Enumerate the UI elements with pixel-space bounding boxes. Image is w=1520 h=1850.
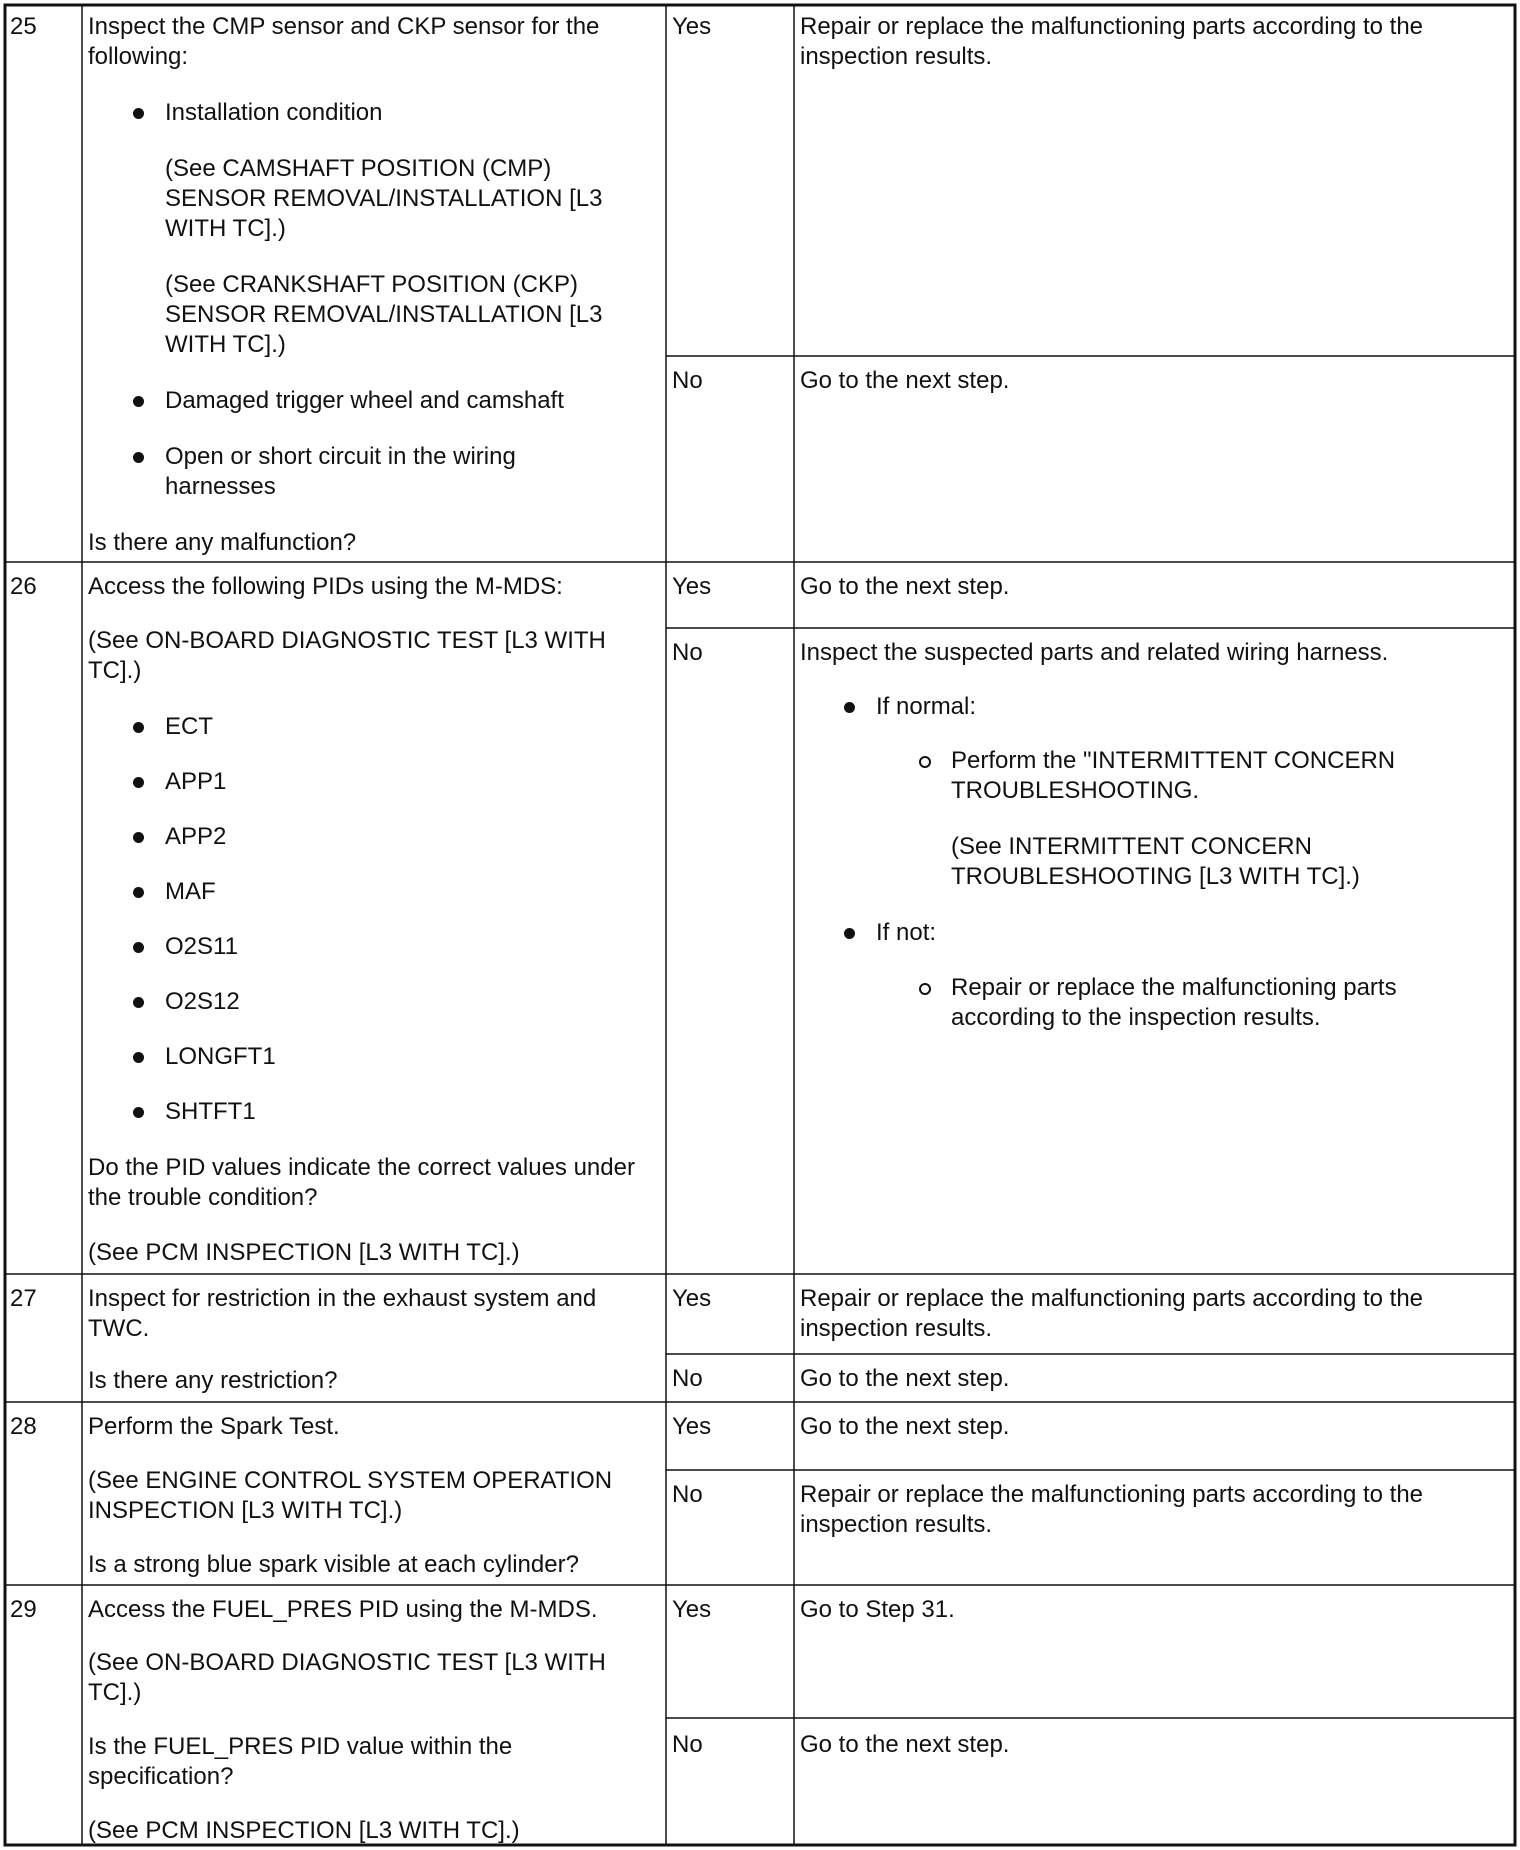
bullet-item: Installation condition bbox=[165, 98, 665, 128]
bullet-item: If normal: bbox=[876, 692, 1476, 722]
question-ask: Is the FUEL_PRES PID value within the specification? bbox=[88, 1733, 513, 1790]
action-no: Repair or replace the malfunctioning parts according to the inspection results. bbox=[800, 1481, 1424, 1538]
bullet-icon bbox=[133, 832, 144, 843]
reference-text: (See ON-BOARD DIAGNOSTIC TEST [L3 WITH TC].) bbox=[88, 627, 606, 684]
bullet-icon bbox=[133, 942, 144, 953]
reference-text: (See CAMSHAFT POSITION (CMP) SENSOR REMOVAL/INSTALLATION [L3 WITH TC].) bbox=[165, 155, 603, 242]
answer-no: No bbox=[672, 367, 703, 394]
step-number: 27 bbox=[10, 1285, 37, 1312]
question-ask: Is there any restriction? bbox=[88, 1367, 338, 1394]
action-yes: Go to Step 31. bbox=[800, 1596, 955, 1623]
question-intro: Inspect the CMP sensor and CKP sensor for the following: bbox=[88, 13, 600, 70]
bullet-icon bbox=[133, 887, 144, 898]
bullet-item: O2S11 bbox=[165, 932, 465, 962]
answer-no: No bbox=[672, 1365, 703, 1392]
answer-yes: Yes bbox=[672, 13, 712, 40]
action-yes: Go to the next step. bbox=[800, 573, 1010, 600]
question-intro: Perform the Spark Test. bbox=[88, 1413, 340, 1440]
bullet-item: If not: bbox=[876, 918, 1476, 948]
bullet-item: O2S12 bbox=[165, 987, 465, 1017]
action-no: Inspect the suspected parts and related wiring harness. bbox=[800, 639, 1389, 666]
bullet-icon bbox=[133, 997, 144, 1008]
bullet-icon bbox=[133, 722, 144, 733]
bullet-item: ECT bbox=[165, 712, 465, 742]
answer-no: No bbox=[672, 1731, 703, 1758]
bullet-item: SHTFT1 bbox=[165, 1097, 465, 1127]
circle-bullet-icon bbox=[919, 756, 931, 768]
reference-text: (See ON-BOARD DIAGNOSTIC TEST [L3 WITH TC].) bbox=[88, 1649, 606, 1706]
reference-text: (See INTERMITTENT CONCERN TROUBLESHOOTING [L3 WITH TC].) bbox=[951, 833, 1360, 890]
bullet-icon bbox=[133, 1107, 144, 1118]
bullet-icon bbox=[844, 702, 855, 713]
answer-yes: Yes bbox=[672, 1596, 712, 1623]
answer-yes: Yes bbox=[672, 1285, 712, 1312]
answer-no: No bbox=[672, 1481, 703, 1508]
action-yes: Repair or replace the malfunctioning parts according to the inspection results. bbox=[800, 1285, 1424, 1342]
question-ask: Is there any malfunction? bbox=[88, 529, 357, 556]
action-yes: Go to the next step. bbox=[800, 1413, 1010, 1440]
reference-text: (See PCM INSPECTION [L3 WITH TC].) bbox=[88, 1817, 520, 1844]
action-no: Go to the next step. bbox=[800, 367, 1010, 394]
action-yes: Repair or replace the malfunctioning parts according to the inspection results. bbox=[800, 13, 1424, 70]
step-number: 28 bbox=[10, 1413, 37, 1440]
step-number: 25 bbox=[10, 13, 37, 40]
sub-bullet-item: Perform the "INTERMITTENT CONCERN TROUBLESHOOTING. bbox=[951, 746, 1471, 806]
bullet-item: Open or short circuit in the wiring harnesses bbox=[165, 442, 585, 502]
bullet-icon bbox=[133, 108, 144, 119]
question-intro: Inspect for restriction in the exhaust system and TWC. bbox=[88, 1285, 597, 1342]
reference-text: (See PCM INSPECTION [L3 WITH TC].) bbox=[88, 1239, 520, 1266]
circle-bullet-icon bbox=[919, 983, 931, 995]
bullet-icon bbox=[133, 452, 144, 463]
bullet-item: Damaged trigger wheel and camshaft bbox=[165, 386, 665, 416]
bullet-icon bbox=[844, 928, 855, 939]
answer-yes: Yes bbox=[672, 573, 712, 600]
answer-yes: Yes bbox=[672, 1413, 712, 1440]
step-number: 29 bbox=[10, 1596, 37, 1623]
answer-no: No bbox=[672, 639, 703, 666]
bullet-item: LONGFT1 bbox=[165, 1042, 465, 1072]
bullet-icon bbox=[133, 396, 144, 407]
bullet-item: MAF bbox=[165, 877, 465, 907]
question-ask: Is a strong blue spark visible at each cylinder? bbox=[88, 1551, 579, 1578]
sub-bullet-item: Repair or replace the malfunctioning parts according to the inspection results. bbox=[951, 973, 1471, 1033]
reference-text: (See ENGINE CONTROL SYSTEM OPERATION INSPECTION [L3 WITH TC].) bbox=[88, 1467, 613, 1524]
question-intro: Access the FUEL_PRES PID using the M-MDS. bbox=[88, 1596, 598, 1623]
action-no: Go to the next step. bbox=[800, 1365, 1010, 1392]
bullet-item: APP2 bbox=[165, 822, 465, 852]
bullet-icon bbox=[133, 777, 144, 788]
step-number: 26 bbox=[10, 573, 37, 600]
question-ask: Do the PID values indicate the correct values under the trouble condition? bbox=[88, 1154, 635, 1211]
bullet-item: APP1 bbox=[165, 767, 465, 797]
bullet-icon bbox=[133, 1052, 144, 1063]
question-intro: Access the following PIDs using the M-MDS: bbox=[88, 573, 563, 600]
reference-text: (See CRANKSHAFT POSITION (CKP) SENSOR REMOVAL/INSTALLATION [L3 WITH TC].) bbox=[165, 271, 603, 358]
action-no: Go to the next step. bbox=[800, 1731, 1010, 1758]
